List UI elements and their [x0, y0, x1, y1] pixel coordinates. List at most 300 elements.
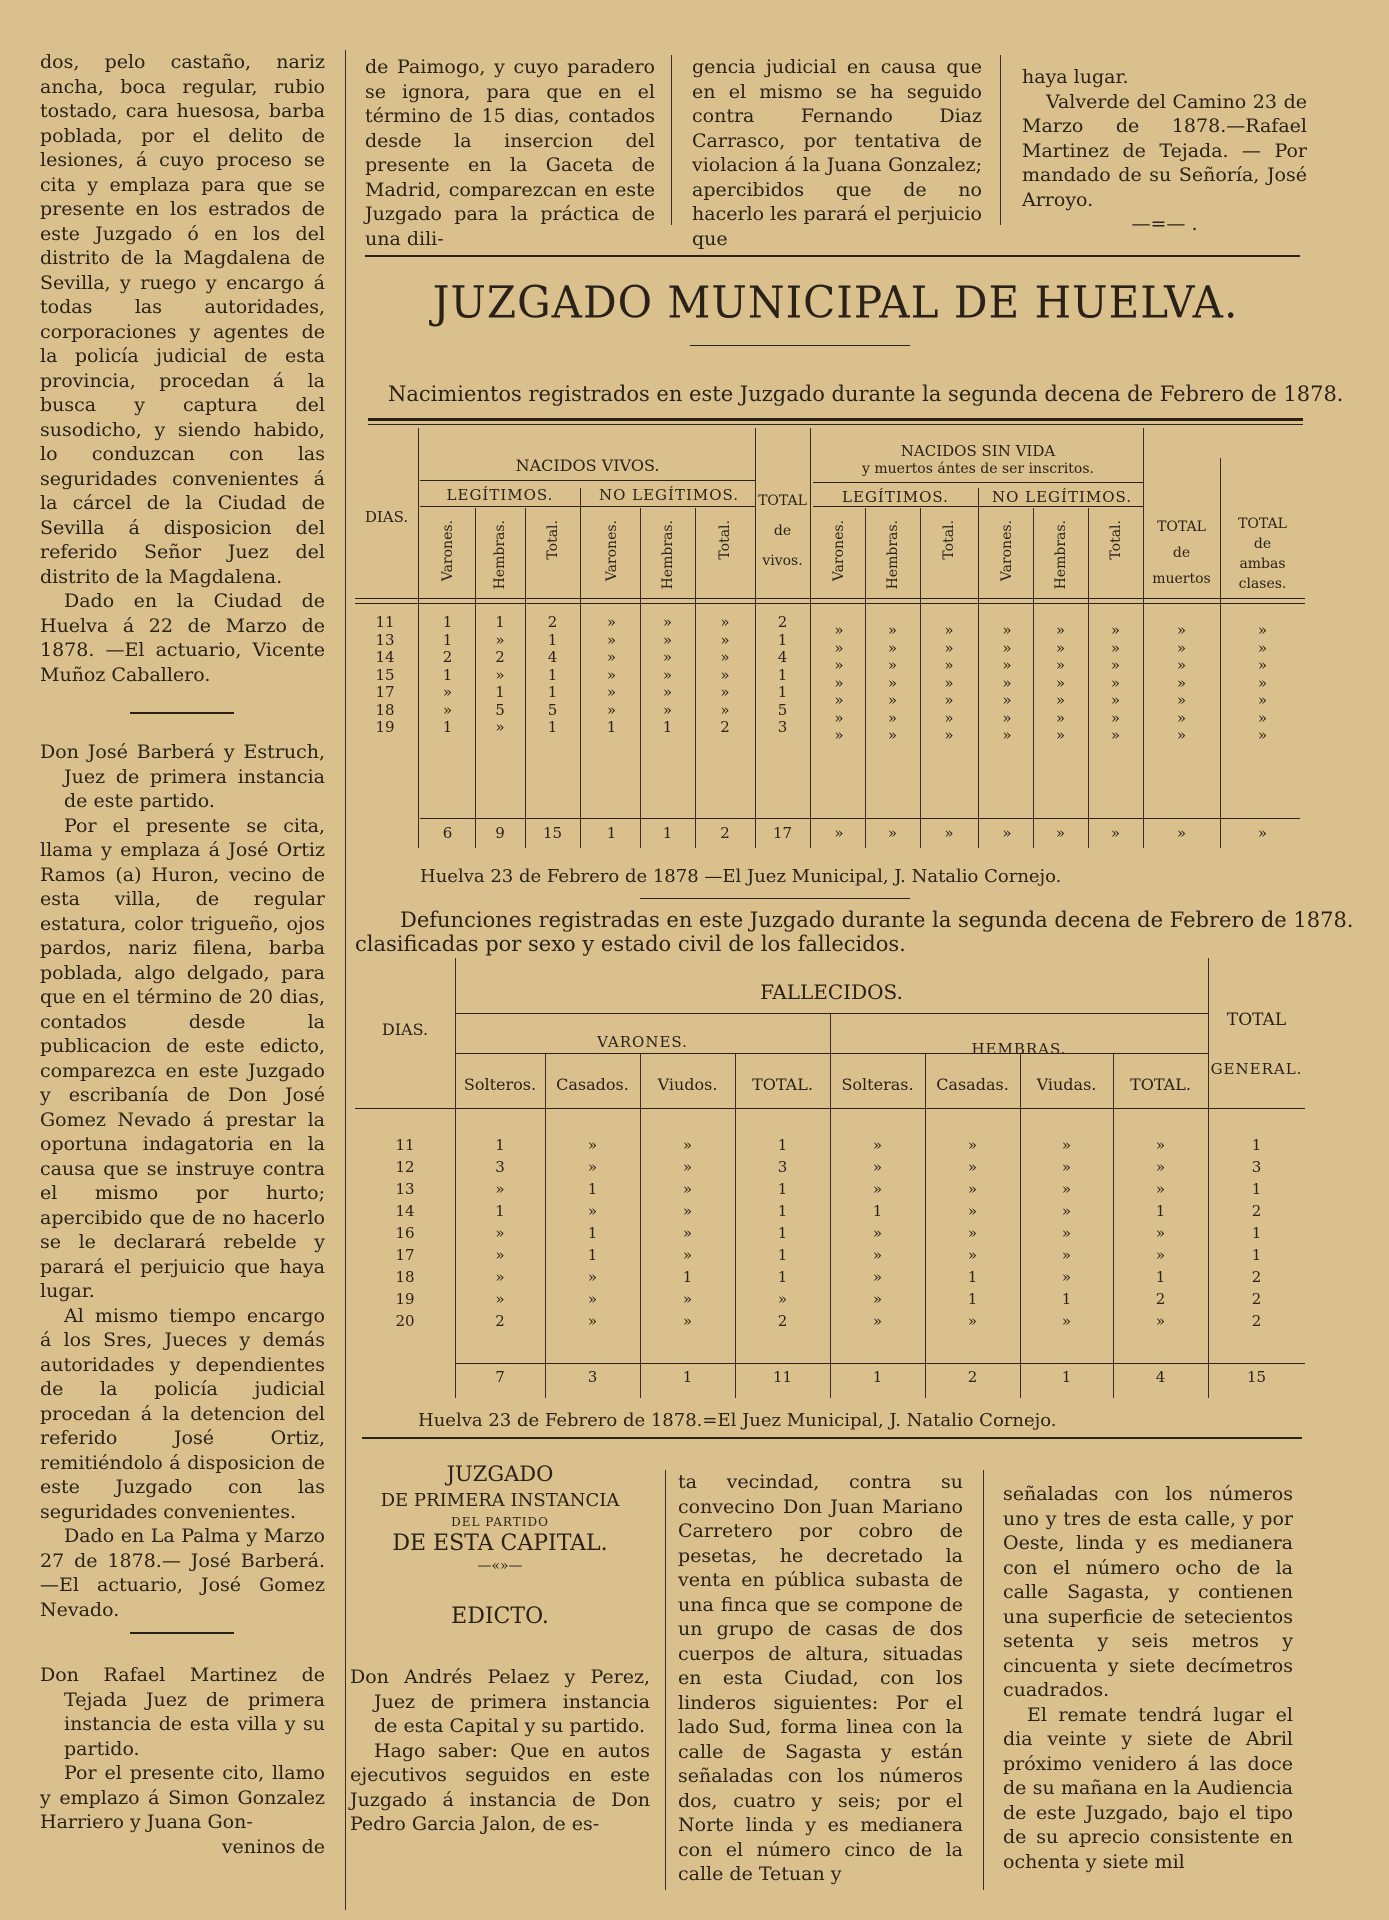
def-cell-dias: 19 — [395, 1290, 415, 1308]
nac-total-cell: 1 — [662, 824, 673, 842]
def-cell-h_tot: » — [1155, 1136, 1166, 1154]
def-intro-1: Defunciones registradas en este Juzgado durante la segunda decena de Febrero de 1878. — [400, 908, 1354, 932]
nac-h-total — [755, 486, 810, 576]
nac-cell-lv_v: 1 — [442, 665, 453, 684]
def-cell-v_cas: 1 — [587, 1246, 598, 1264]
def-cell-v_viu: » — [682, 1312, 693, 1330]
nac-subheader-cell — [1088, 520, 1143, 595]
edicto-col-3 — [1003, 1482, 1293, 1874]
nac-subheader: Varones. — [999, 520, 1015, 582]
nac-cell-lv_t: 1 — [547, 630, 558, 649]
def-vline — [455, 958, 456, 1398]
def-cell-v_cas: » — [587, 1312, 598, 1330]
def-cell-dias: 11 — [395, 1136, 415, 1154]
nac-subheader: Hembras. — [1052, 520, 1069, 590]
nac-subheader: Total. — [1107, 520, 1124, 560]
edicto-col-2 — [678, 1470, 963, 1887]
def-cell-v_tot: 1 — [777, 1136, 788, 1154]
nac-cell-dash: » — [1257, 621, 1268, 639]
def-cell-v_tot: » — [777, 1290, 788, 1308]
nac-subheader-cell — [525, 520, 580, 595]
def-total-cell: 15 — [1246, 1368, 1267, 1386]
def-cell-v_tot: 1 — [777, 1202, 788, 1220]
nac-cell-dias: 13 — [375, 630, 395, 649]
left-p4: Por el presente se cita, llama y emplaza á José Ortiz Ramos (a) Huron, vecino de esta villa, de regular estatura, color trigueño, ojos pardos, nariz filena, barba poblada, algo delgado, para que en el término de 20 dias, contados desde la publicacion de este edicto, comparezca en este Juzgado y escribanía de Don José Gomez Nevado á prestar la oportuna indagatoria en la causa que se instruye contra el mismo por hurto; apercibido que de no hacerlo se le declarará rebelde y parará el perjuicio que haya lugar. — [40, 814, 325, 1302]
def-cell-v_cas: » — [587, 1290, 598, 1308]
nac-cell-dash: » — [834, 726, 844, 744]
def-cell-v_cas: » — [587, 1268, 598, 1286]
def-intro-2: clasificadas por sexo y estado civil de los fallecidos. — [355, 932, 906, 956]
left-p5: Al mismo tiempo encargo á los Sres, Jueces y demás autoridades y dependientes de la policía judicial procedan á la detencion del referido José Ortiz, remitiéndolo á disposicion de este Juzgado con las seguridades convenientes. — [40, 1304, 325, 1523]
def-total-cell: 1 — [1061, 1368, 1072, 1386]
def-cell-v_tot: 1 — [777, 1246, 788, 1264]
nac-cell-nl_v: 1 — [606, 718, 617, 736]
nac-h-total-3: vivos. — [762, 553, 803, 569]
def-cell-h_cas: 1 — [967, 1268, 978, 1286]
def-total-cell: 11 — [772, 1368, 793, 1386]
nac-cell-dash: » — [1110, 638, 1121, 657]
nac-subheader: Total. — [544, 520, 561, 560]
top-rule — [365, 255, 1300, 257]
nac-cell-nl_v: » — [606, 630, 617, 649]
def-col-head: Viudos. — [657, 1075, 718, 1094]
nac-cell-tot_vivos: 1 — [777, 665, 788, 684]
def-cell-v_viu: » — [682, 1290, 693, 1308]
nac-cell-dash: » — [1055, 656, 1066, 674]
nac-subheader-cell — [865, 520, 920, 595]
def-sign: Huelva 23 de Febrero de 1878.=El Juez Municipal, J. Natalio Cornejo. — [418, 1410, 1057, 1431]
nac-cell-dash: » — [944, 726, 954, 744]
edicto-col-1 — [350, 1665, 650, 1837]
nac-cell-dash: » — [1002, 708, 1012, 727]
nac-top-rule — [368, 418, 1303, 421]
def-cell-v_viu: » — [682, 1224, 693, 1242]
def-col-head: TOTAL. — [752, 1075, 813, 1094]
nac-h-legit-2: LEGÍTIMOS. — [842, 488, 949, 506]
nac-cell-nl_t: » — [720, 630, 730, 649]
nac-total-cell: 2 — [720, 824, 730, 842]
def-cell-dias: 17 — [395, 1246, 415, 1264]
def-col-head: Solteras. — [841, 1075, 914, 1094]
def-cell-h_sol: » — [872, 1312, 883, 1330]
nac-subheader: Varones. — [831, 520, 847, 582]
def-cell-h_tot: » — [1155, 1158, 1166, 1176]
def-cell-h_cas: » — [967, 1180, 978, 1198]
def-h-hembras: HEMBRAS. — [971, 1040, 1067, 1058]
nac-hline — [420, 506, 755, 507]
nac-cell-nl_t: » — [720, 665, 730, 684]
nac-cell-dias: 15 — [375, 665, 395, 684]
def-cell-dias: 13 — [395, 1180, 415, 1198]
nac-subheader: Hembras. — [492, 520, 508, 590]
def-h-total: TOTAL — [1226, 1010, 1287, 1030]
nac-cell-nl_t: 2 — [720, 718, 730, 736]
def-cell-v_viu: » — [682, 1180, 693, 1198]
def-total-cell: 1 — [872, 1368, 883, 1386]
def-cell-gen: 1 — [1251, 1180, 1262, 1198]
def-cell-gen: 2 — [1251, 1312, 1262, 1330]
def-cell-dias: 18 — [395, 1268, 415, 1286]
nac-cell-dash: » — [834, 673, 844, 692]
def-cell-h_viu: » — [1061, 1246, 1072, 1264]
edicto-heading — [350, 1462, 650, 1629]
nac-h-nolegit-2: NO LEGÍTIMOS. — [991, 488, 1133, 506]
def-cell-h_viu: » — [1061, 1180, 1072, 1198]
def-total-cell: 3 — [587, 1368, 598, 1386]
edicto-p2: Hago saber: Que en autos ejecutivos seguidos en este Juzgado á instancia de Don Pedro Garcia Jalon, de es- — [350, 1739, 650, 1835]
edicto-col2-text: ta vecindad, contra su convecino Don Juan Mariano Carretero por cobro de pesetas, he decretado la venta en pública subasta de una finca que se compone de un grupo de casas de dos cuerpos de altura, situadas en esta Ciudad, con los linderos siguientes: Por el lado Sud, forma linea con la calle de Sagasta y están señaladas con los números dos, cuatro y seis; por el Norte linda y es medianera con el número cinco de la calle de Tetuan y — [678, 1471, 963, 1885]
def-total-cell: 4 — [1155, 1368, 1166, 1386]
left-p8: Por el presente cito, llamo y emplazo á Simon Gonzalez Harriero y Juana Gon- — [40, 1762, 325, 1833]
nac-cell-nl_h: » — [662, 665, 673, 684]
nac-cell-dash: » — [1110, 708, 1121, 727]
nac-cell-dash: » — [944, 621, 954, 639]
nac-total-cell: 6 — [442, 824, 453, 842]
def-cell-h_sol: » — [872, 1224, 883, 1242]
nac-cell-dash: » — [944, 638, 954, 657]
def-cell-v_sol: » — [495, 1268, 505, 1286]
def-cell-h_viu: » — [1061, 1312, 1072, 1330]
nac-top-rule-2 — [368, 424, 1303, 425]
left-p6: Dado en La Palma y Marzo 27 de 1878.— José Barberá.—El actuario, José Gomez Nevado. — [40, 1525, 325, 1621]
def-cell-v_sol: » — [495, 1180, 505, 1198]
def-col-head: Casadas. — [936, 1075, 1009, 1094]
nac-cell-tot_vivos: 3 — [777, 718, 788, 736]
nac-subheader-cell — [420, 520, 475, 595]
nac-cell-dash: » — [1257, 638, 1268, 657]
nac-cell-lv_h: » — [495, 665, 505, 684]
nac-cell-nl_h: » — [662, 613, 673, 631]
nac-cell-lv_t: 1 — [547, 665, 558, 684]
nac-cell-lv_h: » — [495, 630, 505, 649]
edicto-h4: DE ESTA CAPITAL. — [392, 1531, 608, 1556]
nac-cell-lv_v: 2 — [442, 648, 453, 666]
nac-subheader: Varones. — [439, 520, 456, 582]
def-cell-v_tot: 1 — [777, 1224, 788, 1242]
nac-h-legit: LEGÍTIMOS. — [446, 486, 554, 504]
nac-vline — [580, 488, 581, 848]
nac-h-sinvida-2: y muertos ántes de ser inscritos. — [862, 461, 1094, 477]
def-cell-h_tot: » — [1155, 1312, 1166, 1330]
nac-cell-dash: » — [1176, 726, 1187, 744]
nac-hline — [420, 480, 755, 481]
def-hline — [455, 1363, 1305, 1364]
nac-cell-dash: » — [1176, 638, 1187, 657]
nac-cell-lv_h: 5 — [495, 700, 505, 719]
def-cell-v_sol: » — [495, 1246, 505, 1264]
def-cell-dias: 14 — [395, 1202, 415, 1220]
def-cell-h_cas: » — [967, 1202, 978, 1220]
def-cell-v_viu: 1 — [682, 1268, 693, 1286]
nac-h-tot-muertos — [1143, 514, 1220, 592]
nac-cell-dash: » — [887, 656, 898, 674]
nac-hline — [355, 603, 1305, 604]
def-cell-h_tot: 2 — [1155, 1290, 1166, 1308]
def-cell-v_tot: 3 — [777, 1158, 788, 1176]
def-cell-gen: 2 — [1251, 1202, 1262, 1220]
nac-cell-dash: » — [1055, 708, 1066, 727]
def-cell-h_tot: 1 — [1155, 1202, 1166, 1220]
nac-cell-nl_h: » — [662, 630, 673, 649]
def-cell-v_cas: 1 — [587, 1180, 598, 1198]
nac-cell-dash: » — [834, 708, 844, 727]
nac-cell-lv_t: 2 — [547, 613, 558, 631]
nac-total-cell: » — [1176, 824, 1187, 842]
nac-cell-nl_h: » — [662, 648, 673, 666]
def-cell-gen: 1 — [1251, 1136, 1262, 1154]
nac-h-vivos: NACIDOS VIVOS. — [515, 456, 660, 475]
nac-cell-dash: » — [944, 673, 954, 692]
nac-cell-dash: » — [887, 691, 898, 709]
nac-cell-dash: » — [944, 656, 954, 674]
nac-cell-lv_h: 1 — [495, 613, 505, 631]
def-cell-h_sol: » — [872, 1290, 883, 1308]
nac-cell-dash: » — [1110, 656, 1121, 674]
nac-cell-dash: » — [944, 691, 954, 709]
def-cell-v_tot: 2 — [777, 1312, 788, 1330]
nac-cell-tot_vivos: 4 — [777, 648, 788, 666]
nac-cell-nl_v: » — [606, 700, 617, 719]
edicto-h2: DE PRIMERA INSTANCIA — [380, 1490, 620, 1511]
top-col-1: de Paimogo, y cuyo paradero se ignora, para que en el término de 15 dias, contados desde la insercion del presente en la Gaceta de Madrid, comparezcan en este Juzgado para la práctica de una dili- — [365, 56, 655, 250]
nac-cell-dash: » — [887, 621, 898, 639]
nac-cell-tot_vivos: 2 — [777, 613, 788, 631]
nac-total-cell: 15 — [542, 824, 563, 842]
nac-cell-nl_t: » — [720, 683, 730, 701]
def-cell-v_cas: » — [587, 1136, 598, 1154]
nac-cell-dash: » — [944, 708, 954, 727]
def-cell-h_cas: » — [967, 1224, 978, 1242]
nac-total-cell: » — [1002, 824, 1012, 842]
nac-h-sinvida — [813, 442, 1143, 478]
def-cell-h_tot: » — [1155, 1224, 1166, 1242]
nac-cell-dash: » — [1055, 638, 1066, 657]
nac-subheader-cell — [920, 520, 978, 595]
def-cell-h_viu: » — [1061, 1202, 1072, 1220]
def-h-varones: VARONES. — [597, 1033, 688, 1051]
nac-cell-lv_t: 1 — [547, 718, 558, 736]
def-cell-h_cas: » — [967, 1312, 978, 1330]
nac-cell-dias: 17 — [375, 683, 395, 701]
def-total-cell: 7 — [495, 1368, 505, 1386]
def-cell-h_sol: 1 — [872, 1202, 883, 1220]
nac-intro: Nacimientos registrados en este Juzgado durante la segunda decena de Febrero de 1878. — [388, 382, 1344, 406]
nac-subheader: Total. — [717, 520, 733, 560]
nac-h-tm-1: TOTAL — [1157, 519, 1206, 535]
def-cell-v_tot: 1 — [777, 1180, 788, 1198]
nac-h-tm-3: muertos — [1152, 571, 1211, 587]
def-total-cell: 1 — [682, 1368, 693, 1386]
nac-cell-dash: » — [1110, 621, 1121, 639]
edicto-ornament: —«»— — [477, 1558, 523, 1574]
nac-total-cell: » — [887, 824, 898, 842]
nac-cell-dias: 11 — [375, 613, 395, 631]
nac-cell-dash: » — [1176, 621, 1187, 639]
nac-hline — [813, 506, 1143, 507]
top-col-3: haya lugar. Valverde del Camino 23 de Marzo de 1878.—Rafael Martinez de Tejada. — Por mandado de su Señoría, José Arroyo. —=— . — [1022, 66, 1307, 235]
def-col-head: TOTAL. — [1130, 1075, 1191, 1094]
nac-cell-lv_v: 1 — [442, 630, 453, 649]
nac-cell-nl_v: » — [606, 613, 617, 631]
nac-cell-dash: » — [1176, 656, 1187, 674]
nac-subheader-cell — [475, 520, 525, 595]
def-cell-h_cas: » — [967, 1246, 978, 1264]
def-cell-v_sol: 3 — [495, 1158, 505, 1176]
nac-cell-dash: » — [1176, 673, 1187, 692]
nac-subheader: Hembras. — [884, 520, 901, 590]
nac-cell-lv_h: 1 — [495, 683, 505, 701]
def-cell-v_sol: 1 — [495, 1202, 505, 1220]
nac-total-cell: » — [1110, 824, 1121, 842]
title-ornament — [690, 345, 910, 346]
def-cell-dias: 20 — [395, 1312, 415, 1330]
nac-cell-lv_t: 5 — [547, 700, 558, 719]
nac-subheader: Hembras. — [659, 520, 676, 590]
nac-cell-dash: » — [1055, 726, 1066, 744]
nac-cell-dash: » — [1257, 673, 1268, 692]
left-p7: Don Rafael Martinez de Tejada Juez de primera instancia de esta villa y su partido. — [40, 1664, 325, 1760]
nac-cell-dash: » — [1257, 656, 1268, 674]
nac-cell-dash: » — [1002, 656, 1012, 674]
edicto-divider-2 — [983, 1470, 984, 1890]
nac-cell-lv_h: 2 — [495, 648, 505, 666]
nac-cell-dash: » — [834, 691, 844, 709]
def-cell-dias: 12 — [395, 1158, 415, 1176]
nac-h-ta-1: TOTAL — [1238, 516, 1287, 532]
left-column — [40, 50, 325, 687]
nac-cell-dash: » — [1055, 621, 1066, 639]
def-cell-h_tot: » — [1155, 1246, 1166, 1264]
nac-cell-nl_h: » — [662, 683, 673, 701]
def-cell-h_viu: » — [1061, 1136, 1072, 1154]
nac-cell-dash: » — [834, 656, 844, 674]
nac-cell-dash: » — [834, 638, 844, 657]
nac-cell-dias: 19 — [375, 718, 395, 736]
def-cell-h_viu: » — [1061, 1224, 1072, 1242]
nac-cell-dash: » — [1002, 691, 1012, 709]
nac-cell-nl_v: » — [606, 665, 617, 684]
nac-subheader-cell — [1033, 520, 1088, 595]
nac-cell-nl_v: » — [606, 683, 617, 701]
nac-cell-nl_t: » — [720, 648, 730, 666]
nac-cell-dash: » — [1055, 691, 1066, 709]
nac-total-cell: 9 — [495, 824, 505, 842]
def-cell-v_cas: » — [587, 1202, 598, 1220]
nac-sign: Huelva 23 de Febrero de 1878 —El Juez Municipal, J. Natalio Cornejo. — [420, 866, 1062, 887]
def-cell-h_viu: » — [1061, 1268, 1072, 1286]
nac-h-dias: DIAS. — [364, 508, 409, 526]
nac-h-sinvida-1: NACIDOS SIN VIDA — [900, 442, 1056, 460]
edicto-col3-a: señaladas con los números uno y tres de esta calle, y por Oeste, linda y es medianera con el número ocho de la calle Sagasta, y contienen una superficie de setecientos setenta y seis metros y cincuenta y siete decímetros cuadrados. — [1003, 1483, 1293, 1701]
edicto-col3-b: El remate tendrá lugar el dia veinte y siete de Abril próximo venidero á las doce de su mañana en la Audiencia de este Juzgado, bajo el tipo de su aprecio consistente en ochenta y siete mil — [1003, 1703, 1293, 1873]
nac-h-tm-2: de — [1172, 545, 1191, 561]
def-cell-v_cas: » — [587, 1158, 598, 1176]
def-cell-gen: 3 — [1251, 1158, 1262, 1176]
top-col-2: gencia judicial en causa que en el mismo se ha seguido contra Fernando Diaz Carrasco, por tentativa de violacion á la Juana Gonzalez; apercibidos que de no hacerlo les parará el perjuicio que — [692, 56, 982, 250]
nac-cell-dash: » — [1257, 691, 1268, 709]
separator-rule — [130, 712, 234, 714]
left-column-2 — [40, 740, 325, 1622]
nac-hline — [420, 818, 1300, 819]
def-cell-v_sol: » — [495, 1224, 505, 1242]
def-cell-dias: 16 — [395, 1224, 415, 1242]
def-hline — [455, 1013, 1208, 1014]
nac-cell-lv_v: 1 — [442, 718, 453, 736]
def-cell-v_sol: » — [495, 1290, 505, 1308]
def-cell-v_viu: » — [682, 1202, 693, 1220]
nac-subheader-cell — [981, 520, 1033, 595]
nac-h-tot-ambas — [1220, 514, 1305, 594]
nac-cell-lv_h: » — [495, 718, 505, 736]
def-col-head: Solteros. — [463, 1075, 537, 1094]
nac-cell-nl_v: » — [606, 648, 617, 666]
edicto-h1: JUZGADO — [446, 1462, 554, 1486]
nac-subheader: Varones. — [603, 520, 620, 582]
nac-hline — [813, 482, 1143, 483]
nac-cell-dash: » — [1002, 726, 1012, 744]
nac-vline — [978, 488, 979, 848]
def-cell-gen: 1 — [1251, 1246, 1262, 1264]
nac-cell-lv_t: 1 — [547, 683, 558, 701]
left-p2: Dado en la Ciudad de Huelva á 22 de Marzo de 1878. —El actuario, Vicente Muñoz Caballero. — [40, 590, 325, 686]
nac-cell-lv_v: » — [442, 700, 453, 719]
def-cell-gen: 1 — [1251, 1224, 1262, 1242]
nac-cell-lv_v: 1 — [442, 613, 453, 631]
def-cell-v_sol: 2 — [495, 1312, 505, 1330]
nac-subheader-cell — [640, 520, 695, 595]
nac-h-nolegit: NO LEGÍTIMOS. — [598, 486, 740, 504]
def-h-dias: DIAS. — [381, 1020, 429, 1039]
nac-cell-dash: » — [1002, 673, 1012, 692]
nac-h-ta-3: ambas clases. — [1238, 556, 1287, 592]
nac-vline — [418, 428, 419, 848]
nac-cell-nl_t: » — [720, 613, 730, 631]
def-cell-h_sol: » — [872, 1268, 883, 1286]
def-cell-v_sol: 1 — [495, 1136, 505, 1154]
nac-cell-dash: » — [1002, 621, 1012, 639]
nac-subheader-cell — [583, 520, 640, 595]
left-column-3 — [40, 1663, 325, 1859]
nac-cell-tot_vivos: 1 — [777, 683, 788, 701]
def-cell-v_tot: 1 — [777, 1268, 788, 1286]
nac-cell-dash: » — [834, 621, 844, 639]
def-cell-h_tot: » — [1155, 1180, 1166, 1198]
def-col-head: Viudas. — [1036, 1075, 1097, 1094]
edicto-h3: DEL PARTIDO — [451, 1515, 549, 1529]
nac-cell-nl_t: » — [720, 700, 730, 719]
nac-h-total-2: de — [773, 523, 792, 539]
nac-total-cell: 1 — [606, 824, 617, 842]
def-cell-v_viu: » — [682, 1246, 693, 1264]
def-h-fallecidos: FALLECIDOS. — [760, 980, 903, 1004]
nac-subheader-cell — [695, 520, 755, 595]
edicto-divider-1 — [665, 1470, 666, 1890]
def-cell-h_sol: » — [872, 1158, 883, 1176]
def-cell-h_cas: 1 — [967, 1290, 978, 1308]
def-cell-v_viu: » — [682, 1136, 693, 1154]
def-cell-v_viu: » — [682, 1158, 693, 1176]
def-cell-h_cas: » — [967, 1136, 978, 1154]
nac-cell-dash: » — [1055, 673, 1066, 692]
nac-total-cell: » — [1257, 824, 1268, 842]
nac-sign-rule — [640, 898, 910, 899]
defunciones-table — [355, 958, 1305, 1398]
nac-h-total-1: TOTAL — [758, 493, 807, 509]
column-divider — [345, 50, 346, 1910]
nac-subheader: Total. — [941, 520, 957, 560]
nac-cell-dias: 14 — [375, 648, 395, 666]
nac-cell-lv_t: 4 — [547, 648, 558, 666]
